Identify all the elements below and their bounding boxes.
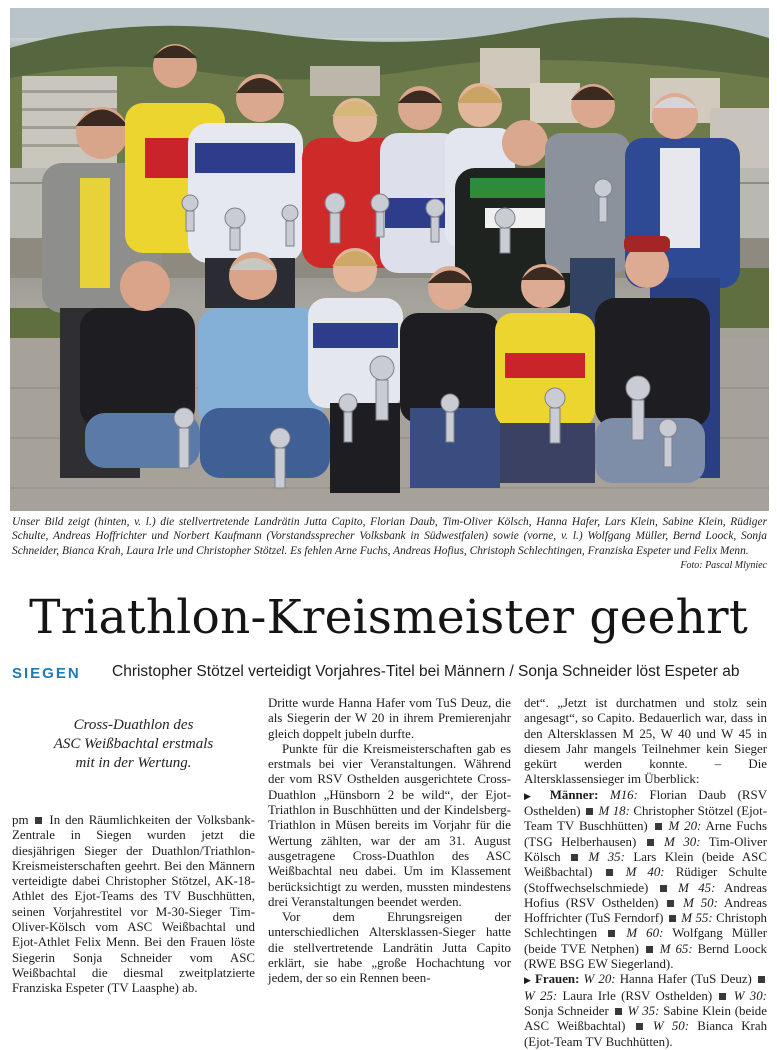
- location-tag: SIEGEN: [12, 665, 81, 682]
- paragraph: det“. „Jetzt ist durchatmen und stolz sein angesagt“, so Capito. Bedauerlich war, dass in den Altersklassen M 25, W 40 und W 45 in diesem Jahr mangels Teilnehmer kein Sieger gekürt werden konnte. – Die Altersklassensieger im Überblick:: [524, 696, 767, 787]
- subheadline: Christopher Stötzel verteidigt Vorjahres-Titel bei Männern / Sonja Schneider löst Espeter ab: [112, 663, 740, 680]
- separator-square-icon: [35, 817, 42, 824]
- maenner-results: [524, 788, 767, 973]
- results-list: [524, 788, 767, 1050]
- maenner-results-label: Männer:: [549, 787, 599, 802]
- winner-entry: Christopher Stötzel (Ejot-Team TV Buschhütten): [524, 804, 768, 834]
- group-photo: [10, 8, 769, 511]
- column-3: [524, 696, 767, 1050]
- winner-entry: Arne Fuchs (TSG Helberhausen): [524, 819, 767, 849]
- photo-credit: Foto: Pascal Mlyniec: [680, 559, 767, 571]
- paragraph: Vor dem Ehrungsreigen der unterschiedlichen Altersklassen-Sieger hatte die stellvertretende Landrätin Jutta Capito erklärt, sie habe „große Hochachtung vor jedem, der so ein Rennen been-: [268, 910, 511, 986]
- winner-entry: Sonja Schneider: [524, 1003, 609, 1018]
- article-photo: [10, 8, 769, 511]
- winner-entry: Lars Klein (beide ASC Weißbachtal): [524, 849, 767, 880]
- age-class: W 20:: [583, 972, 616, 987]
- separator-square-icon: [655, 823, 662, 830]
- separator-square-icon: [667, 900, 674, 907]
- winner-entry: Andreas Hofius (RSV Osthelden): [524, 880, 767, 910]
- frauen-results: [524, 972, 767, 1049]
- separator-square-icon: [660, 885, 667, 892]
- age-class: W 50:: [652, 1019, 690, 1034]
- separator-square-icon: [669, 915, 676, 922]
- photo-caption: [12, 515, 767, 573]
- age-class: M 45:: [678, 880, 716, 895]
- winner-entry: Rüdiger Schulte (Stoffwechselschmiede): [524, 865, 767, 895]
- paragraph-text: In den Räumlichkeiten der Volksbank-Zentrale in Siegen wurden jetzt die diesjährigen Sieger der Duathlon/Triathlon-Kreismeisterschaften geehrt. Bei den Männern verteidigte dabei Christopher Stötzel, AK-18-Athlet des Ejot-Teams des TV Buschhütten, seinen Vorjahrestitel vor M-30-Sieger Tim-Oliver-Kölsch vom ASC Weißbachtal und Ejot-Athlet Felix Menn. Bei den Frauen löste Siegerin Sonja Schneider vom ASC Weißbachtal die diesmal zweitplatzierte Franziska Espeter (TV Laasphe) ab.: [12, 813, 255, 996]
- separator-square-icon: [758, 976, 765, 983]
- separator-square-icon: [646, 946, 653, 953]
- article-headline: Triathlon-Kreismeister geehrt: [29, 590, 748, 645]
- winner-entry: Wolfgang Müller (beide TVE Netphen): [524, 926, 768, 956]
- triangle-bullet-icon: ▶: [524, 975, 535, 986]
- winner-entry: Andreas Hoffrichter (TuS Ferndorf): [524, 895, 767, 926]
- teaser-line-1: Cross-Duathlon des: [73, 717, 194, 733]
- age-class: W 25:: [524, 988, 558, 1003]
- age-class: W 35:: [627, 1003, 660, 1018]
- separator-square-icon: [636, 1023, 643, 1030]
- paragraph: Punkte für die Kreismeisterschaften gab es erstmals bei vier Veranstaltungen. Während der vom RSV Osthelden ausgerichtete Cross-Duathlon „Hünsborn 2 be wild“, der Ejot-Triathlon in Buschhütten und der Kindelsberg-Triathlon in Müsen bereits im Vorjahr für die Wertung zählten, war der am 31. August ausgetragene Cross-Duathlon des ASC Weißbachtal neu dabei. Um im Klassement berücksichtigt zu werden, mussten mindestens drei Veranstaltungen beendet werden.: [268, 741, 511, 909]
- separator-square-icon: [615, 1008, 622, 1015]
- paragraph: Dritte wurde Hanna Hafer vom TuS Deuz, die als Siegerin der W 20 in ihrem Premierenjahr gleich doppelt jubeln durfte.: [268, 696, 511, 741]
- winner-entry: Florian Daub (RSV Osthelden): [524, 787, 767, 819]
- winner-entry: Laura Irle (RSV Osthelden): [562, 988, 713, 1003]
- teaser: [24, 716, 243, 773]
- age-class: M 20:: [668, 819, 702, 834]
- separator-square-icon: [606, 869, 613, 876]
- age-class: M 35:: [588, 849, 625, 864]
- winner-entry: Tim-Oliver Kölsch: [524, 834, 768, 864]
- winner-entry: Bianca Krah (Ejot-Team TV Buchhütten).: [524, 1019, 768, 1049]
- teaser-line-3: mit in der Wertung.: [75, 755, 192, 771]
- age-class: M 55:: [681, 911, 713, 926]
- age-class: W 30:: [733, 988, 767, 1003]
- age-class: M 60:: [626, 926, 664, 941]
- age-class: M 30:: [664, 834, 701, 849]
- separator-square-icon: [586, 808, 593, 815]
- caption-text: Unser Bild zeigt (hinten, v. l.) die stellvertretende Landrätin Jutta Capito, Florian Daub, Tim-Oliver Kölsch, Hanna Hafer, Lars Klein, Sabine Klein, Rüdiger Schulte, Andreas Hoffrichter und Norbert Kaufmann (Vorstandssprecher Volksbank in Südwestfalen) sowie (vorne, v. l.) Wolfgang Müller, Bernd Loock, Sonja Schneider, Bianca Krah, Laura Irle und Christopher Stötzel. Es fehlen Arne Fuchs, Andreas Hofius, Christoph Schlechtingen, Franziska Espeter und Felix Menn.: [12, 516, 767, 557]
- separator-square-icon: [647, 839, 654, 846]
- age-class: M 40:: [625, 865, 665, 880]
- age-class: M 65:: [659, 941, 693, 956]
- age-class: M 18:: [598, 804, 630, 819]
- winner-entry: Christoph Schlechtingen: [524, 911, 767, 941]
- separator-square-icon: [571, 854, 578, 861]
- column-2: [268, 696, 511, 987]
- winner-entry: Sabine Klein (beide ASC Weißbachtal): [524, 1003, 767, 1034]
- triangle-bullet-icon: ▶: [524, 790, 550, 801]
- separator-square-icon: [719, 993, 726, 1000]
- winner-entry: Hanna Hafer (TuS Deuz): [619, 972, 752, 987]
- column-1: [12, 696, 255, 997]
- separator-square-icon: [608, 930, 615, 937]
- paragraph: [12, 813, 255, 997]
- author-abbr: pm: [12, 813, 29, 827]
- age-class: M 50:: [683, 895, 718, 910]
- age-class: M16:: [609, 787, 638, 802]
- teaser-line-2: ASC Weißbachtal erstmals: [53, 736, 214, 752]
- winner-entry: Bernd Loock (RWE BSG EW Siegerland).: [524, 941, 767, 972]
- frauen-results-label: Frauen:: [534, 972, 580, 987]
